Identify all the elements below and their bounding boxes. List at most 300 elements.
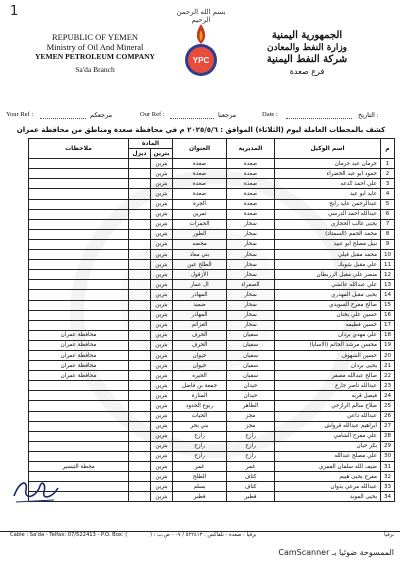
row-agent: حمود ابو عبد الخضراء (275, 169, 381, 179)
row-num: 14 (381, 290, 395, 300)
row-note (29, 300, 129, 310)
stations-table (28, 138, 395, 502)
row-agent: علي عبدالله عائشي (275, 280, 381, 290)
row-diesel (129, 472, 151, 482)
table-row (29, 159, 395, 169)
row-note (29, 421, 129, 431)
table-row (29, 340, 395, 350)
row-agent: صلاح سالم الرازحي (275, 401, 381, 411)
row-address: العزائم (173, 320, 227, 330)
row-diesel (129, 300, 151, 310)
row-petrol: بترين (151, 300, 173, 310)
row-petrol: بترين (151, 330, 173, 340)
header-agent: اسم الوكيل (275, 139, 381, 159)
row-diesel (129, 209, 151, 219)
row-diesel (129, 189, 151, 199)
row-num: 21 (381, 361, 395, 371)
row-note (29, 199, 129, 209)
row-petrol: بترين (151, 219, 173, 229)
row-num: 17 (381, 320, 395, 330)
row-district: سحار (227, 239, 275, 249)
row-num: 24 (381, 391, 395, 401)
row-num: 3 (381, 179, 395, 189)
footer-left: Cable : Sa'da - Telfax: 07/522413 - P.O. Box: ( (10, 532, 128, 538)
row-note (29, 431, 129, 441)
row-note: محطة التيسير (29, 462, 129, 472)
table-row (29, 330, 395, 340)
page-number: 1 (10, 4, 19, 19)
row-petrol: بترين (151, 371, 173, 381)
row-diesel (129, 391, 151, 401)
row-agent: يحيى مقبل المهذري (275, 290, 381, 300)
row-petrol: بترين (151, 411, 173, 421)
row-agent: علي مقبل شوبك (275, 260, 381, 270)
table-row (29, 179, 395, 189)
header-en-branch: Sa'da Branch (75, 65, 115, 74)
row-address: المنارة (173, 391, 227, 401)
table-row (29, 290, 395, 300)
table-row (29, 411, 395, 421)
row-diesel (129, 169, 151, 179)
row-petrol: بترين (151, 250, 173, 260)
row-agent: حسين الشهوف (275, 350, 381, 360)
row-petrol: بترين (151, 340, 173, 350)
row-agent: مفرح يحيى هبيم (275, 472, 381, 482)
row-num: 33 (381, 482, 395, 492)
signature-mark (10, 476, 64, 506)
row-num: 22 (381, 371, 395, 381)
header-ar-branch: فرع صعدة (289, 67, 325, 76)
row-diesel (129, 492, 151, 502)
row-note (29, 320, 129, 330)
row-num: 34 (381, 492, 395, 502)
row-note (29, 250, 129, 260)
row-address: المهاذر (173, 290, 227, 300)
row-num: 15 (381, 300, 395, 310)
row-note (29, 239, 129, 249)
row-district: مجز (227, 421, 275, 431)
row-district: سحار (227, 290, 275, 300)
row-diesel (129, 250, 151, 260)
row-diesel (129, 199, 151, 209)
row-address: رازح (173, 431, 227, 441)
row-agent: ضيف الله سلمان الفمري (275, 462, 381, 472)
row-petrol: بترين (151, 462, 173, 472)
row-note (29, 441, 129, 451)
row-diesel (129, 431, 151, 441)
row-note (29, 270, 129, 280)
row-address: خيوان (173, 350, 227, 360)
row-address: الطور (173, 229, 227, 239)
row-address: الجرة (173, 199, 227, 209)
row-note (29, 401, 129, 411)
row-num: 1 (381, 159, 395, 169)
row-petrol: بترين (151, 472, 173, 482)
row-address: الحرف (173, 340, 227, 350)
header-ar-country: الجمهورية اليمنية (271, 30, 343, 41)
row-address: ربوع الحدود (173, 401, 227, 411)
footer-right: برقياً (384, 532, 394, 538)
row-diesel (129, 260, 151, 270)
row-petrol: بترين (151, 260, 173, 270)
row-agent: عبدالله داعي (275, 411, 381, 421)
row-district: الصفراء (227, 280, 275, 290)
row-num: 2 (381, 169, 395, 179)
row-address: الطلح (173, 472, 227, 482)
row-agent: محمد مقبل قيلي (275, 250, 381, 260)
row-address: قطبر (173, 492, 227, 502)
row-num: 7 (381, 219, 395, 229)
row-agent: صالح عبدالله مصفر (275, 371, 381, 381)
row-diesel (129, 320, 151, 330)
header-material: المادة (129, 139, 173, 149)
row-note (29, 189, 129, 199)
row-diesel (129, 462, 151, 472)
row-num: 19 (381, 340, 395, 350)
row-district: سحار (227, 300, 275, 310)
row-address: ال عمار (173, 280, 227, 290)
row-petrol: بترين (151, 159, 173, 169)
row-district: سفيان (227, 371, 275, 381)
row-address: رازح (173, 451, 227, 461)
our-ref-label: Our Ref : (140, 111, 165, 118)
row-num: 31 (381, 462, 395, 472)
ypc-logo-icon (176, 10, 226, 80)
row-district: سحار (227, 260, 275, 270)
row-note (29, 310, 129, 320)
row-agent: عبدالله احمد الدرسي (275, 209, 381, 219)
table-row (29, 361, 395, 371)
row-agent: منصر علي مقبل الزربطان (275, 270, 381, 280)
row-address: الحرف (173, 330, 227, 340)
table-row (29, 381, 395, 391)
row-district: صعدة (227, 169, 275, 179)
table-row (29, 431, 395, 441)
row-diesel (129, 179, 151, 189)
row-district: سفيان (227, 350, 275, 360)
row-note (29, 219, 129, 229)
row-petrol: بترين (151, 189, 173, 199)
row-diesel (129, 350, 151, 360)
row-num: 23 (381, 381, 395, 391)
row-num: 16 (381, 310, 395, 320)
row-address: بسلم (173, 482, 227, 492)
row-agent: حسين علي بختان (275, 310, 381, 320)
row-district: سحار (227, 320, 275, 330)
date-field (286, 111, 352, 119)
row-diesel (129, 239, 151, 249)
row-address: ضميد (173, 300, 227, 310)
row-num: 4 (381, 189, 395, 199)
header-ar-company: شركة النفط اليمنية (266, 54, 348, 65)
table-row (29, 199, 395, 209)
row-petrol: بترين (151, 350, 173, 360)
header-district: المديرية (227, 139, 275, 159)
row-petrol: بترين (151, 441, 173, 451)
row-note (29, 290, 129, 300)
table-row (29, 441, 395, 451)
row-agent: علي مفرح الشامي (275, 431, 381, 441)
row-district: الظاهر (227, 401, 275, 411)
row-district: صعدة (227, 209, 275, 219)
row-address: رازح (173, 441, 227, 451)
date-label-ar: التاريخ : (358, 112, 379, 119)
date-label: Date : (262, 111, 278, 118)
row-address: الحيره (173, 371, 227, 381)
row-num: 12 (381, 270, 395, 280)
row-agent: يحيى الموبد (275, 492, 381, 502)
row-agent: علي مصلح عبدالله (275, 451, 381, 461)
row-num: 11 (381, 260, 395, 270)
header-diesel: ديزل (129, 149, 151, 159)
table-row (29, 300, 395, 310)
header-notes: ملاحظات (29, 139, 129, 159)
row-district: سحار (227, 229, 275, 239)
table-row (29, 482, 395, 492)
row-address: الحمزات (173, 219, 227, 229)
row-num: 9 (381, 239, 395, 249)
row-district: قطبر (227, 492, 275, 502)
table-row (29, 320, 395, 330)
row-petrol: بترين (151, 391, 173, 401)
row-petrol: بترين (151, 482, 173, 492)
row-district: سفيان (227, 340, 275, 350)
row-address: غمر (173, 462, 227, 472)
your-ref-label: Your Ref : (6, 111, 34, 118)
row-district: سحار (227, 250, 275, 260)
row-diesel (129, 421, 151, 431)
row-petrol: بترين (151, 290, 173, 300)
row-num: 5 (381, 199, 395, 209)
row-num: 30 (381, 451, 395, 461)
table-row (29, 391, 395, 401)
row-note (29, 209, 129, 219)
row-note: محافظة عمران (29, 361, 129, 371)
row-address: الطلح عين (173, 260, 227, 270)
row-note: محافظة عمران (29, 340, 129, 350)
row-note: محافظة عمران (29, 330, 129, 340)
table-row (29, 492, 395, 502)
row-district: صعدة (227, 159, 275, 169)
row-diesel (129, 310, 151, 320)
row-district: رازح (227, 451, 275, 461)
row-district: كتاف (227, 472, 275, 482)
row-note (29, 411, 129, 421)
row-petrol: بترين (151, 421, 173, 431)
row-petrol: بترين (151, 169, 173, 179)
row-district: حيدان (227, 381, 275, 391)
row-num: 25 (381, 401, 395, 411)
row-address: محضه (173, 239, 227, 249)
table-row (29, 189, 395, 199)
table-row (29, 169, 395, 179)
row-agent: عبدالله مرعي بدوان (275, 482, 381, 492)
row-agent: فيصل قربه (275, 391, 381, 401)
row-agent: يحيى غالب الحجازي (275, 219, 381, 229)
row-petrol: بترين (151, 320, 173, 330)
row-address: جمعة بن فاضل (173, 381, 227, 391)
row-address: الأزقول (173, 270, 227, 280)
row-note (29, 391, 129, 401)
row-diesel (129, 219, 151, 229)
row-num: 13 (381, 280, 395, 290)
row-address: صعدة (173, 159, 227, 169)
table-row (29, 310, 395, 320)
row-agent: علي احمد كدعه (275, 179, 381, 189)
header-en-country: REPUBLIC OF YEMEN (51, 32, 139, 42)
table-row (29, 371, 395, 381)
row-petrol: بترين (151, 401, 173, 411)
row-petrol: بترين (151, 239, 173, 249)
row-petrol: بترين (151, 492, 173, 502)
row-agent: جرمان عبد جرمان (275, 159, 381, 169)
header-num: م (381, 139, 395, 159)
table-row (29, 451, 395, 461)
table-row (29, 421, 395, 431)
table-row (29, 229, 395, 239)
row-diesel (129, 441, 151, 451)
table-row (29, 219, 395, 229)
table-row (29, 280, 395, 290)
row-num: 8 (381, 229, 395, 239)
bismillah-text: بسم الله الرحمن الرحيم (176, 8, 226, 24)
row-note (29, 280, 129, 290)
our-ref-field (170, 111, 214, 119)
row-address: خيوان (173, 361, 227, 371)
row-note (29, 451, 129, 461)
row-petrol: بترين (151, 361, 173, 371)
header-en-ministry: Ministry of Oil And Mineral (46, 42, 144, 52)
table-row (29, 250, 395, 260)
row-agent: ابراهيم عبدالله قرواش (275, 421, 381, 431)
row-agent: عبدالله ناصر جارع (275, 381, 381, 391)
header-petrol: بترين (151, 149, 173, 159)
row-num: 28 (381, 431, 395, 441)
row-district: سحار (227, 270, 275, 280)
row-agent: نبيل مصلح ابو عبيد (275, 239, 381, 249)
document-title: كشف بالمحطات العاملة ليوم (الثلاثاء) الموافق : ٢٠٢٥/٥/٦ م في محافظة صعدة ومناطق من محافظة عمران (16, 126, 386, 134)
header-english (30, 32, 160, 75)
row-diesel (129, 330, 151, 340)
row-agent: محمد الحمم (السمتاد) (275, 229, 381, 239)
row-district: سفيان (227, 361, 275, 371)
header-arabic (242, 30, 372, 78)
row-num: 18 (381, 330, 395, 340)
row-district: غمر (227, 462, 275, 472)
logo-text: YPC (192, 56, 210, 65)
row-diesel (129, 270, 151, 280)
row-diesel (129, 381, 151, 391)
row-district: صعدة (227, 179, 275, 189)
row-petrol: بترين (151, 431, 173, 441)
row-district: صعدة (227, 199, 275, 209)
row-num: 27 (381, 421, 395, 431)
row-note (29, 381, 129, 391)
row-note (29, 159, 129, 169)
row-num: 32 (381, 472, 395, 482)
header-ar-ministry: وزارة النفط والمعادن (266, 43, 348, 53)
row-note: محافظة عمران (29, 350, 129, 360)
row-address: صعدة (173, 189, 227, 199)
our-ref-label-ar: مرجعنا (218, 112, 237, 119)
footer-middle: برقياً : صعدة - تلفاكس : ٥٢٢٤١٣ / ٠٧ - ص.ب : ( (150, 532, 257, 538)
row-agent: صالح مفرح السويدي (275, 300, 381, 310)
table-row (29, 472, 395, 482)
table-row (29, 209, 395, 219)
row-note: محافظة عمران (29, 371, 129, 381)
table-row (29, 270, 395, 280)
row-district: سحار (227, 219, 275, 229)
row-petrol: بترين (151, 229, 173, 239)
row-note (29, 169, 129, 179)
row-diesel (129, 361, 151, 371)
row-diesel (129, 340, 151, 350)
row-num: 6 (381, 209, 395, 219)
row-agent: حسين قطيمه (275, 320, 381, 330)
row-diesel (129, 280, 151, 290)
row-agent: بكر حيان (275, 441, 381, 451)
your-ref-label-ar: مرجعكم (90, 112, 113, 119)
table-row (29, 239, 395, 249)
row-address: صعدة (173, 179, 227, 189)
row-diesel (129, 411, 151, 421)
row-agent: عايد ابو عيد (275, 189, 381, 199)
row-petrol: بترين (151, 381, 173, 391)
row-diesel (129, 371, 151, 381)
row-petrol: بترين (151, 280, 173, 290)
row-district: كتاف (227, 482, 275, 492)
row-petrol: بترين (151, 451, 173, 461)
row-address: بني بحر (173, 421, 227, 431)
row-diesel (129, 401, 151, 411)
row-note (29, 260, 129, 270)
row-diesel (129, 159, 151, 169)
row-agent: عبدالرحمن عايد رابح (275, 199, 381, 209)
row-agent: محسن مرشد الجائم (الاسايا) (275, 340, 381, 350)
row-diesel (129, 482, 151, 492)
row-district: حيدان (227, 391, 275, 401)
your-ref-field (40, 111, 86, 119)
row-petrol: بترين (151, 209, 173, 219)
row-petrol: بترين (151, 199, 173, 209)
row-district: صعدة (227, 189, 275, 199)
table-row (29, 401, 395, 411)
row-diesel (129, 229, 151, 239)
row-district: مجز (227, 411, 275, 421)
row-address: المهاذر (173, 310, 227, 320)
row-agent: علي مهدي بردان (275, 330, 381, 340)
row-diesel (129, 290, 151, 300)
row-petrol: بترين (151, 179, 173, 189)
header-address: العنوان (173, 139, 227, 159)
table-row (29, 462, 395, 472)
row-num: 29 (381, 441, 395, 451)
row-num: 10 (381, 250, 395, 260)
table-row (29, 260, 395, 270)
scanner-watermark: الممسوحة ضوئيا بـ CamScanner (278, 548, 394, 557)
row-district: سفيان (227, 330, 275, 340)
row-num: 26 (381, 411, 395, 421)
reference-line (6, 111, 394, 123)
row-note (29, 179, 129, 189)
row-address: صعدة (173, 169, 227, 179)
row-district: سحار (227, 310, 275, 320)
header-en-company: YEMEN PETROLEUM COMPANY (34, 52, 156, 61)
row-diesel (129, 451, 151, 461)
row-petrol: بترين (151, 270, 173, 280)
table-row (29, 350, 395, 360)
row-num: 20 (381, 350, 395, 360)
